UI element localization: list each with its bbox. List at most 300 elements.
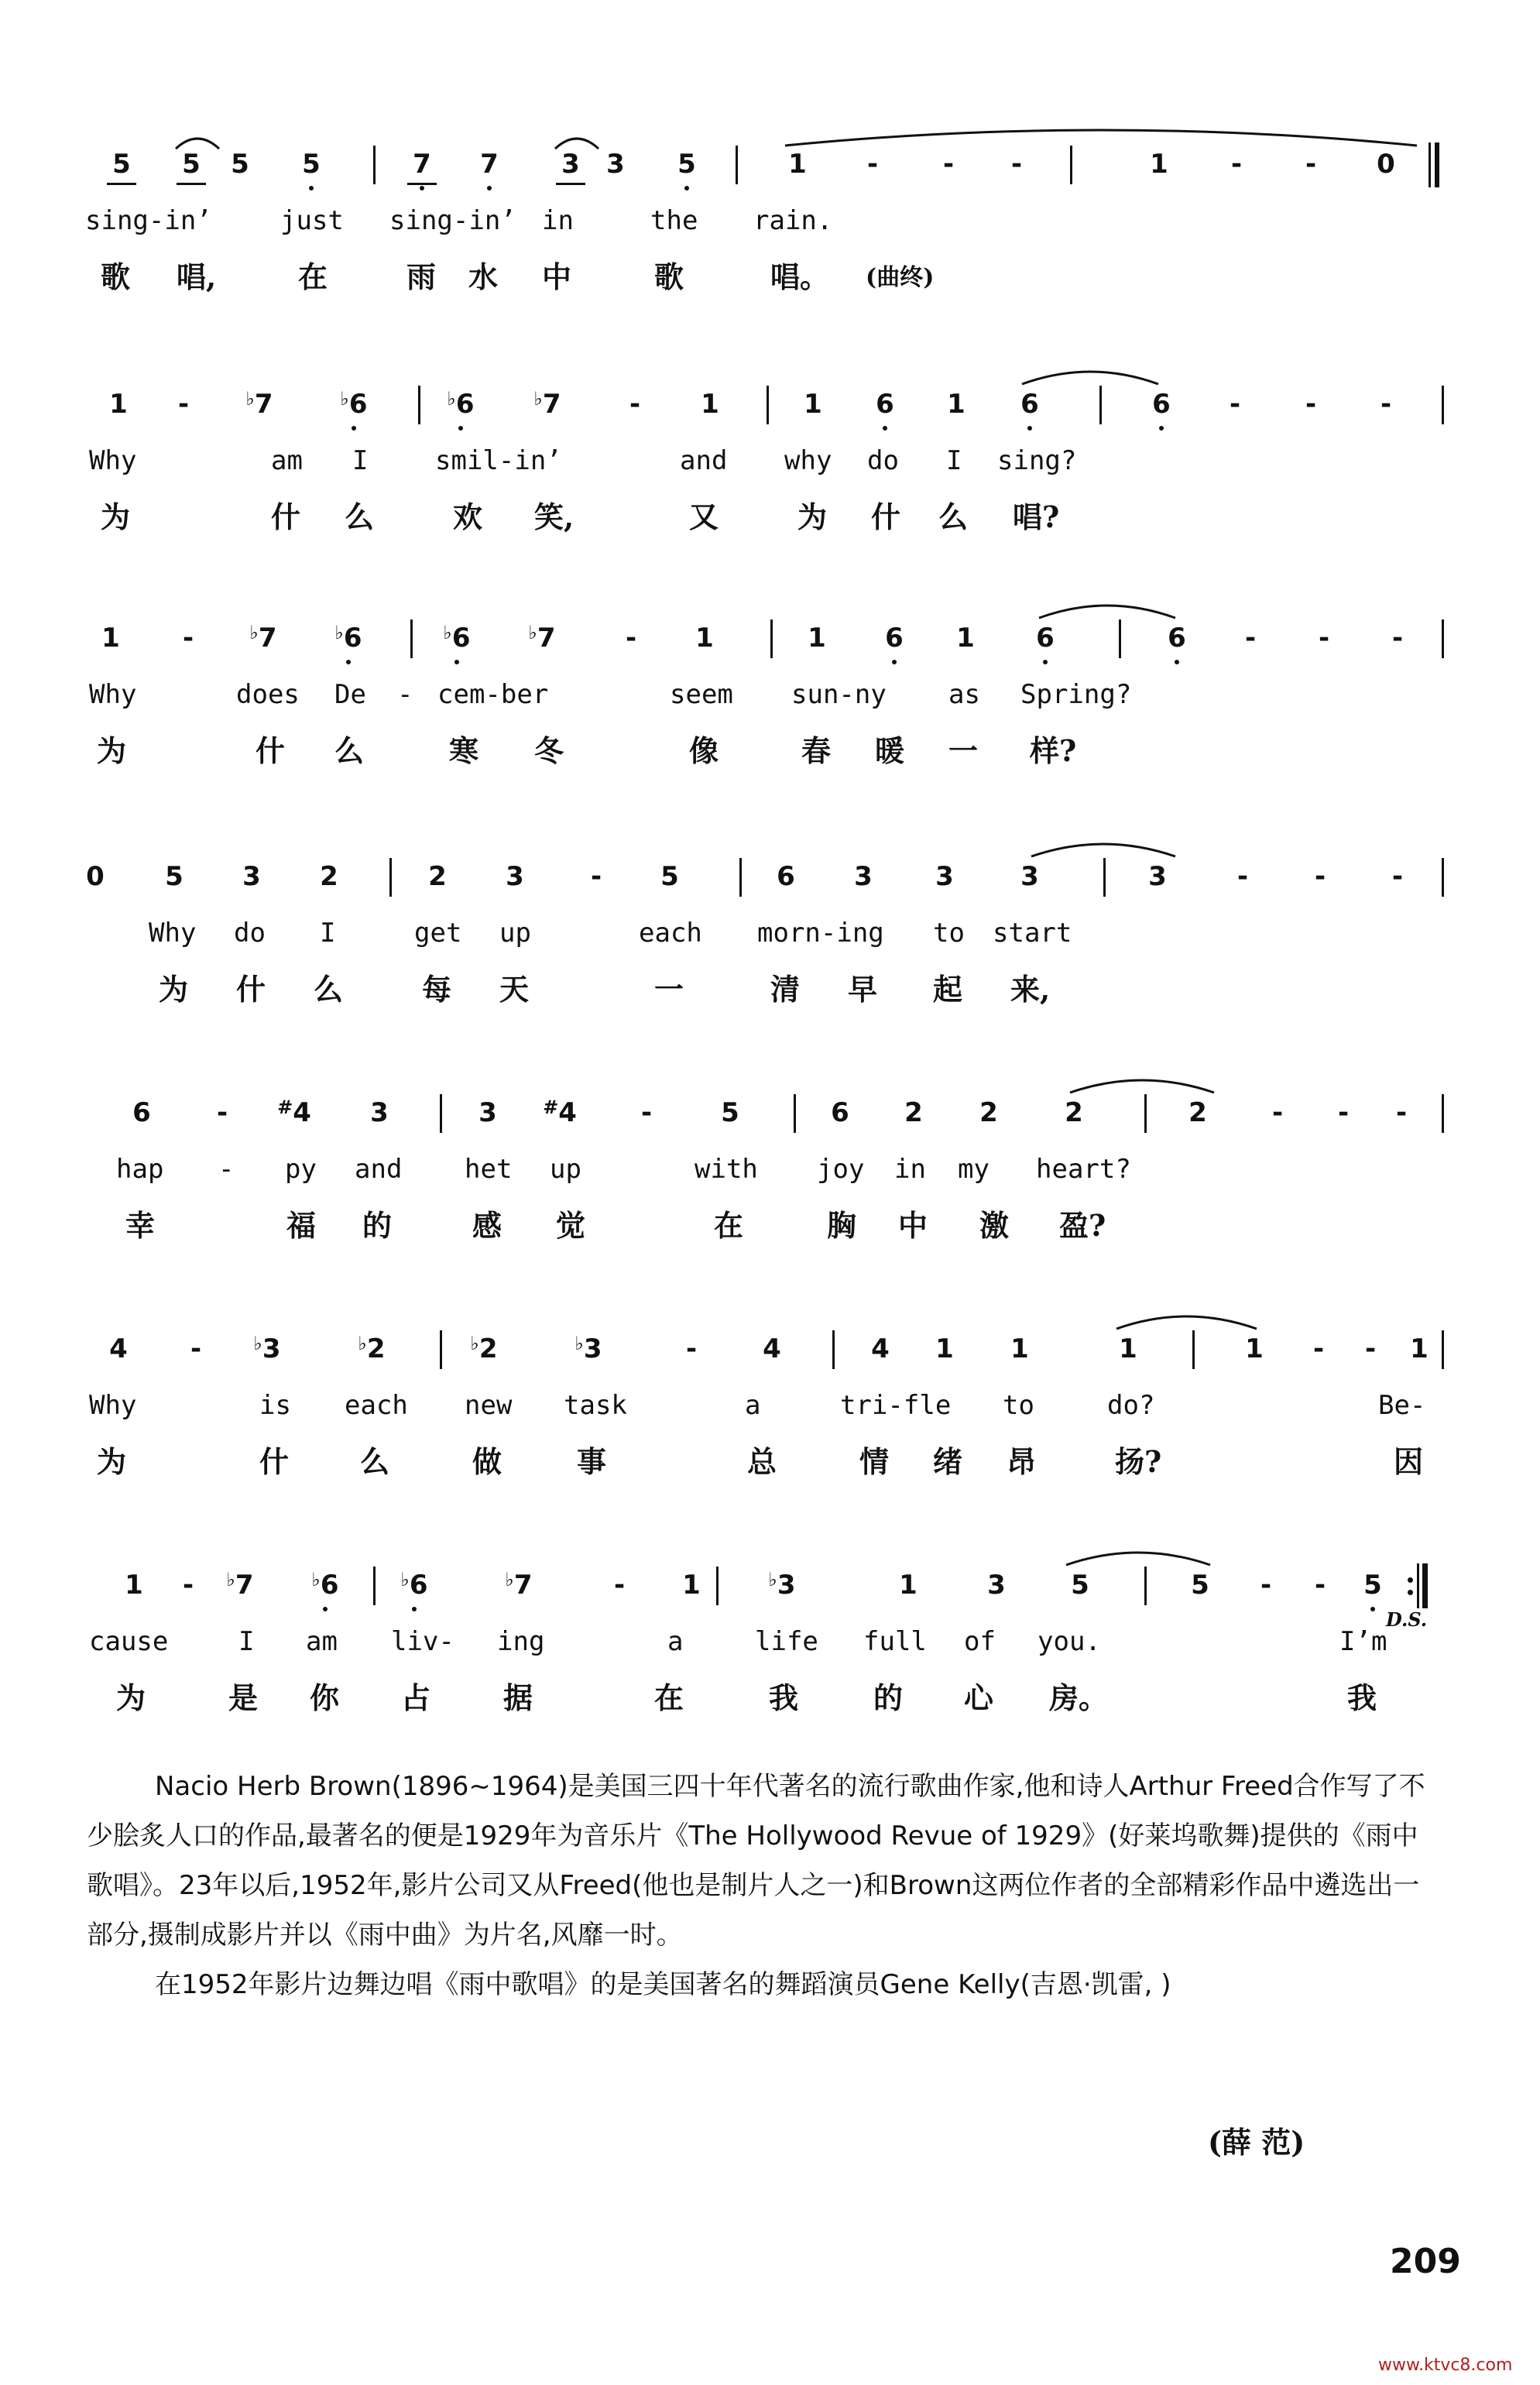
note: 5 bbox=[1353, 1570, 1392, 1601]
note: - bbox=[866, 149, 879, 180]
lyric-word: cause bbox=[89, 1626, 169, 1657]
note: - bbox=[182, 623, 194, 654]
lyric-char: 我 bbox=[769, 1680, 799, 1715]
note: 2 bbox=[979, 1097, 998, 1128]
barline bbox=[770, 619, 773, 658]
note: 1 bbox=[935, 1333, 954, 1364]
note: 3 bbox=[262, 1333, 281, 1364]
commentary-paragraph: Nacio Herb Brown(1896~1964)是美国三四十年代著名的流行歌曲作家,他和诗人Arthur Freed合作写了不少脍炙人口的作品,最著名的便是1929年为音乐片《The Hollywood Revue of 1929》(好莱坞歌舞)提供的《雨中歌唱》。23年以后,1952年,影片公司又从Freed(他也是制片人之一)和Brown这两位作者的全部精彩作品中遴选出一部分,摄制成影片并以《雨中曲》为片名,风靡一时。 bbox=[87, 1771, 1425, 1951]
lyric-char: 什 bbox=[236, 972, 266, 1007]
note: 4 bbox=[293, 1097, 311, 1128]
lyric-word: Why bbox=[89, 679, 137, 710]
lyric-char: 在 bbox=[654, 1680, 684, 1715]
note: 6 bbox=[409, 1570, 428, 1601]
barline bbox=[418, 386, 420, 424]
tie bbox=[784, 124, 1418, 147]
lyric-char: 歌 bbox=[654, 259, 684, 294]
note: - bbox=[1314, 861, 1326, 892]
note: - bbox=[629, 389, 641, 420]
note: 3 bbox=[551, 149, 590, 180]
lyric-char: 样? bbox=[1030, 733, 1077, 768]
lyric-word: do bbox=[867, 445, 899, 476]
note-flat bbox=[352, 1333, 391, 1364]
lyric-word: py bbox=[285, 1154, 317, 1185]
lyric-char: 什 bbox=[256, 733, 286, 768]
note: - bbox=[1229, 389, 1241, 420]
lyric-word: heart? bbox=[1036, 1154, 1131, 1185]
lyric-char: 唱? bbox=[1013, 499, 1060, 534]
lyric-word: sun-ny bbox=[791, 679, 887, 710]
lyrics-chinese bbox=[0, 1438, 1540, 1484]
lyric-word: to bbox=[1003, 1390, 1034, 1421]
lyric-word: the bbox=[650, 205, 698, 236]
flat-sign: ♭ bbox=[400, 1569, 410, 1591]
note-flat bbox=[441, 389, 480, 420]
tie bbox=[1038, 599, 1177, 619]
barline bbox=[1442, 386, 1444, 424]
lyric-word: het bbox=[465, 1154, 513, 1185]
note: - bbox=[182, 1570, 194, 1601]
note: 3 bbox=[478, 1097, 497, 1128]
flat-sign: ♭ bbox=[253, 1333, 262, 1354]
lyric-word: each bbox=[639, 918, 702, 949]
note: 3 bbox=[987, 1570, 1006, 1601]
lyric-word: do? bbox=[1107, 1390, 1155, 1421]
lyrics-chinese bbox=[0, 493, 1540, 540]
lyric-word: ing bbox=[497, 1626, 545, 1657]
barline bbox=[440, 1330, 442, 1369]
note: 7 bbox=[537, 623, 556, 654]
lyric-char: 在 bbox=[714, 1208, 744, 1243]
barline bbox=[736, 146, 738, 184]
lyric-char: 扬? bbox=[1115, 1444, 1162, 1479]
note: 1 bbox=[701, 389, 719, 420]
lyric-char: 在 bbox=[298, 259, 328, 294]
lyric-word: tri-fle bbox=[840, 1390, 952, 1421]
lyric-word: rain. bbox=[753, 205, 833, 236]
notes-row bbox=[0, 1553, 1540, 1631]
note: 2 bbox=[1188, 1097, 1207, 1128]
notes-row bbox=[0, 1316, 1540, 1386]
note: 1 bbox=[808, 623, 826, 654]
note: 7 bbox=[403, 149, 441, 180]
lyric-char: 因 bbox=[1394, 1444, 1424, 1479]
note: - bbox=[190, 1333, 202, 1364]
flat-sign: ♭ bbox=[245, 388, 255, 410]
lyric-word: up bbox=[550, 1154, 581, 1185]
note: 3 bbox=[583, 1333, 602, 1364]
note: 6 bbox=[343, 623, 362, 654]
lyric-word: sing-in’ bbox=[389, 205, 516, 236]
lyric-char: 激 bbox=[979, 1208, 1010, 1243]
note: 7 bbox=[470, 149, 509, 180]
lyric-word: life bbox=[755, 1626, 818, 1657]
lyric-word: Why bbox=[149, 918, 197, 949]
note: 3 bbox=[506, 861, 524, 892]
score-system-3 bbox=[0, 606, 1540, 807]
lyric-char: 暖 bbox=[875, 733, 905, 768]
note: 1 bbox=[1010, 1333, 1029, 1364]
lyric-word: Be- bbox=[1378, 1390, 1426, 1421]
barline bbox=[739, 858, 742, 897]
lyric-char: 水 bbox=[468, 259, 499, 294]
slur bbox=[554, 132, 600, 150]
note: 2 bbox=[320, 861, 338, 892]
lyric-word: does bbox=[236, 679, 300, 710]
flat-sign: ♭ bbox=[528, 622, 537, 643]
lyric-char: 清 bbox=[770, 972, 801, 1007]
note: - bbox=[1380, 389, 1392, 420]
note: 1 bbox=[695, 623, 714, 654]
note: 3 bbox=[1148, 861, 1167, 892]
lyric-word: am bbox=[306, 1626, 338, 1657]
final-barline bbox=[1429, 142, 1439, 187]
note: 6 bbox=[777, 861, 795, 892]
score-system-2 bbox=[0, 372, 1540, 573]
lyrics-english bbox=[0, 1626, 1540, 1673]
note: 3 bbox=[777, 1570, 796, 1601]
notes-row bbox=[0, 372, 1540, 441]
note: - bbox=[216, 1097, 228, 1128]
lyric-word: Why bbox=[89, 445, 137, 476]
lyric-word: new bbox=[465, 1390, 513, 1421]
note-flat bbox=[240, 389, 279, 420]
note: - bbox=[1337, 1097, 1350, 1128]
note: 5 bbox=[1071, 1570, 1089, 1601]
note: 4 bbox=[558, 1097, 577, 1128]
flat-sign: ♭ bbox=[249, 622, 259, 643]
note: - bbox=[613, 1570, 626, 1601]
lyric-char: 为 bbox=[97, 733, 127, 768]
notes-row bbox=[0, 1080, 1540, 1150]
tie bbox=[1065, 1546, 1212, 1567]
lyric-char: 做 bbox=[472, 1444, 502, 1479]
lyric-word: hap bbox=[116, 1154, 164, 1185]
note: - bbox=[625, 623, 637, 654]
note-flat bbox=[221, 1570, 259, 1601]
lyric-char: 幸 bbox=[125, 1208, 156, 1243]
lyric-word: full bbox=[863, 1626, 927, 1657]
lyric-char: 么 bbox=[314, 972, 344, 1007]
barline bbox=[389, 858, 392, 897]
lyric-word: of bbox=[964, 1626, 996, 1657]
note: 1 bbox=[1245, 1333, 1264, 1364]
barline bbox=[767, 386, 769, 424]
lyrics-chinese bbox=[0, 1202, 1540, 1248]
note: - bbox=[1305, 149, 1317, 180]
note: - bbox=[1230, 149, 1243, 180]
lyric-char: 盈? bbox=[1059, 1208, 1106, 1243]
sharp-sign: # bbox=[277, 1096, 293, 1118]
tie bbox=[1115, 1310, 1258, 1330]
barline bbox=[1442, 858, 1444, 897]
lyric-word: I bbox=[320, 918, 336, 949]
note: - bbox=[1244, 623, 1257, 654]
note: 5 bbox=[721, 1097, 739, 1128]
note: 6 bbox=[1158, 623, 1196, 654]
note: 3 bbox=[854, 861, 873, 892]
lyric-char: 占 bbox=[401, 1680, 431, 1715]
barline bbox=[1442, 1094, 1444, 1133]
lyric-char: 歌 bbox=[101, 259, 131, 294]
repeat-end-barline bbox=[1408, 1563, 1431, 1608]
lyric-char: 么 bbox=[345, 499, 375, 534]
tie bbox=[1030, 838, 1177, 858]
score-system-6 bbox=[0, 1316, 1540, 1518]
commentary-paragraph: 在1952年影片边舞边唱《雨中歌唱》的是美国著名的舞蹈演员Gene Kelly(吉恩·凯雷, ) bbox=[155, 1969, 1171, 2000]
note-flat bbox=[395, 1570, 434, 1601]
note: 2 bbox=[366, 1333, 386, 1364]
lyric-char: 又 bbox=[689, 499, 719, 534]
note: 5 bbox=[102, 149, 141, 180]
lyric-word: a bbox=[667, 1626, 684, 1657]
note: 5 bbox=[231, 149, 249, 180]
note: 6 bbox=[1026, 623, 1065, 654]
lyrics-english bbox=[0, 918, 1540, 964]
lyric-char: 每 bbox=[422, 972, 452, 1007]
note: 1 bbox=[947, 389, 966, 420]
lyric-char: 感 bbox=[472, 1208, 502, 1243]
lyric-word: and bbox=[355, 1154, 403, 1185]
lyric-word: joy bbox=[817, 1154, 865, 1185]
lyric-char: 春 bbox=[801, 733, 832, 768]
lyric-char: 昂 bbox=[1007, 1444, 1037, 1479]
note: 4 bbox=[109, 1333, 128, 1364]
lyric-word: - bbox=[218, 1154, 235, 1185]
barline bbox=[1103, 858, 1106, 897]
note-flat bbox=[523, 623, 561, 654]
lyric-word: Why bbox=[89, 1390, 137, 1421]
note: 5 bbox=[660, 861, 679, 892]
lyric-word: in bbox=[542, 205, 574, 236]
note: 1 bbox=[1410, 1333, 1429, 1364]
lyric-word: why bbox=[784, 445, 832, 476]
lyric-char: 为 bbox=[797, 499, 828, 534]
lyric-char: 欢 bbox=[453, 499, 483, 534]
note: 1 bbox=[1150, 149, 1168, 180]
note: 2 bbox=[428, 861, 447, 892]
lyric-char: 冬 bbox=[534, 733, 564, 768]
lyric-word: up bbox=[499, 918, 531, 949]
note: - bbox=[1236, 861, 1249, 892]
lyric-char: (曲终) bbox=[866, 264, 935, 291]
note: - bbox=[1318, 623, 1330, 654]
note: - bbox=[590, 861, 602, 892]
barline bbox=[716, 1567, 719, 1605]
flat-sign: ♭ bbox=[574, 1333, 584, 1354]
flat-sign: ♭ bbox=[505, 1569, 514, 1591]
lyrics-english bbox=[0, 1154, 1540, 1200]
flat-sign: ♭ bbox=[533, 388, 543, 410]
lyric-word: I bbox=[946, 445, 962, 476]
note-flat bbox=[569, 1333, 608, 1364]
barline bbox=[1070, 146, 1072, 184]
note: 6 bbox=[132, 1097, 151, 1128]
lyric-char: 心 bbox=[964, 1680, 994, 1715]
note: - bbox=[1312, 1333, 1325, 1364]
note: 6 bbox=[320, 1570, 339, 1601]
lyric-char: 情 bbox=[859, 1444, 890, 1479]
note: 3 bbox=[1020, 861, 1039, 892]
lyric-char: 胸 bbox=[827, 1208, 857, 1243]
note: 7 bbox=[235, 1570, 254, 1601]
note: - bbox=[1364, 1333, 1377, 1364]
lyric-char: 我 bbox=[1347, 1680, 1377, 1715]
lyric-char: 福 bbox=[286, 1208, 317, 1243]
lyric-char: 的 bbox=[873, 1680, 904, 1715]
lyric-char: 绪 bbox=[933, 1444, 963, 1479]
score-system-7 bbox=[0, 1553, 1540, 1754]
note-sharp bbox=[540, 1097, 579, 1128]
note: 5 bbox=[165, 861, 183, 892]
lyric-word: is bbox=[259, 1390, 291, 1421]
lyric-char: 么 bbox=[334, 733, 365, 768]
lyric-word: liv- bbox=[391, 1626, 454, 1657]
note: - bbox=[1010, 149, 1023, 180]
note-flat bbox=[334, 389, 373, 420]
lyric-char: 雨 bbox=[406, 259, 437, 294]
lyrics-chinese bbox=[0, 966, 1540, 1012]
note: 4 bbox=[871, 1333, 890, 1364]
note: 6 bbox=[1010, 389, 1049, 420]
note: 3 bbox=[935, 861, 954, 892]
lyric-word: morn-ing bbox=[757, 918, 884, 949]
note: - bbox=[1314, 1570, 1326, 1601]
note: 1 bbox=[804, 389, 822, 420]
lyric-char: 早 bbox=[848, 972, 878, 1007]
flat-sign: ♭ bbox=[443, 622, 452, 643]
note: 7 bbox=[542, 389, 561, 420]
note: - bbox=[1395, 1097, 1408, 1128]
lyric-char: 什 bbox=[271, 499, 301, 534]
lyric-char: 的 bbox=[362, 1208, 393, 1243]
note: - bbox=[640, 1097, 653, 1128]
barline bbox=[1442, 1330, 1444, 1369]
tie bbox=[1068, 1074, 1216, 1094]
lyric-char: 为 bbox=[116, 1680, 146, 1715]
note: 0 bbox=[86, 861, 105, 892]
lyric-word: - bbox=[397, 679, 413, 710]
slur bbox=[174, 132, 221, 150]
tie bbox=[1020, 365, 1160, 386]
lyric-word: just bbox=[280, 205, 344, 236]
note: 5 bbox=[172, 149, 211, 180]
lyrics-english bbox=[0, 445, 1540, 492]
note-flat bbox=[306, 1570, 345, 1601]
lyric-word: task bbox=[564, 1390, 627, 1421]
lyrics-english bbox=[0, 679, 1540, 726]
note: 6 bbox=[875, 623, 914, 654]
barline bbox=[832, 1330, 835, 1369]
note: 1 bbox=[899, 1570, 917, 1601]
lyric-char: 一 bbox=[654, 972, 684, 1007]
lyric-char: 唱, bbox=[177, 259, 217, 294]
note: 7 bbox=[258, 623, 277, 654]
lyric-char: 为 bbox=[101, 499, 131, 534]
flat-sign: ♭ bbox=[340, 388, 349, 410]
lyric-char: 么 bbox=[360, 1444, 390, 1479]
barline bbox=[410, 619, 413, 658]
lyric-char: 你 bbox=[310, 1680, 340, 1715]
sharp-sign: # bbox=[543, 1096, 559, 1118]
flat-sign: ♭ bbox=[470, 1333, 479, 1354]
barline bbox=[794, 1094, 796, 1133]
note-flat bbox=[763, 1570, 801, 1601]
note: 6 bbox=[451, 623, 471, 654]
notes-row bbox=[0, 606, 1540, 675]
author-credit: (薛 范) bbox=[1208, 2125, 1305, 2160]
lyrics-chinese bbox=[0, 727, 1540, 774]
watermark: www.ktvc8.com bbox=[1378, 2356, 1513, 2375]
commentary bbox=[87, 1762, 1442, 2009]
barline bbox=[373, 146, 376, 184]
lyric-word: I’m bbox=[1339, 1626, 1387, 1657]
lyric-char: 唱。 bbox=[770, 259, 830, 294]
barline bbox=[373, 1567, 376, 1605]
lyrics-english bbox=[0, 1390, 1540, 1436]
lyric-word: each bbox=[345, 1390, 408, 1421]
note: - bbox=[1391, 861, 1404, 892]
lyrics-english bbox=[0, 205, 1540, 252]
lyric-word: do bbox=[234, 918, 266, 949]
note: 2 bbox=[1065, 1097, 1083, 1128]
lyric-word: am bbox=[271, 445, 303, 476]
lyric-word: I bbox=[238, 1626, 255, 1657]
lyric-word: as bbox=[948, 679, 980, 710]
note: - bbox=[1391, 623, 1404, 654]
lyric-word: get bbox=[414, 918, 462, 949]
note-flat bbox=[499, 1570, 538, 1601]
lyric-char: 来, bbox=[1010, 972, 1051, 1007]
flat-sign: ♭ bbox=[226, 1569, 235, 1591]
note: 6 bbox=[866, 389, 904, 420]
lyric-char: 中 bbox=[542, 259, 572, 294]
barline bbox=[1099, 386, 1102, 424]
note: 1 bbox=[125, 1570, 143, 1601]
lyrics-chinese bbox=[0, 1674, 1540, 1721]
note: 1 bbox=[101, 623, 120, 654]
lyric-word: seem bbox=[670, 679, 733, 710]
lyric-char: 房。 bbox=[1049, 1680, 1109, 1715]
lyric-word: with bbox=[695, 1154, 758, 1185]
note: 6 bbox=[831, 1097, 849, 1128]
score-system-4 bbox=[0, 844, 1540, 1045]
barline bbox=[1144, 1567, 1147, 1605]
lyric-word: sing? bbox=[997, 445, 1077, 476]
lyric-word: smil-in’ bbox=[435, 445, 562, 476]
note: - bbox=[1271, 1097, 1284, 1128]
note: 1 bbox=[788, 149, 807, 180]
barline bbox=[440, 1094, 442, 1133]
lyric-word: De bbox=[334, 679, 366, 710]
note: 3 bbox=[606, 149, 625, 180]
note: 2 bbox=[904, 1097, 923, 1128]
lyric-char: 是 bbox=[228, 1680, 259, 1715]
lyric-char: 寒 bbox=[449, 733, 479, 768]
note: - bbox=[685, 1333, 698, 1364]
note: 4 bbox=[763, 1333, 781, 1364]
lyric-word: in bbox=[894, 1154, 926, 1185]
note: - bbox=[1260, 1570, 1272, 1601]
flat-sign: ♭ bbox=[447, 388, 456, 410]
flat-sign: ♭ bbox=[768, 1569, 777, 1591]
note: 1 bbox=[956, 623, 975, 654]
note-flat bbox=[465, 1333, 503, 1364]
lyric-word: Spring? bbox=[1020, 679, 1132, 710]
flat-sign: ♭ bbox=[334, 622, 344, 643]
lyric-char: 起 bbox=[933, 972, 963, 1007]
lyric-char: 像 bbox=[689, 733, 719, 768]
